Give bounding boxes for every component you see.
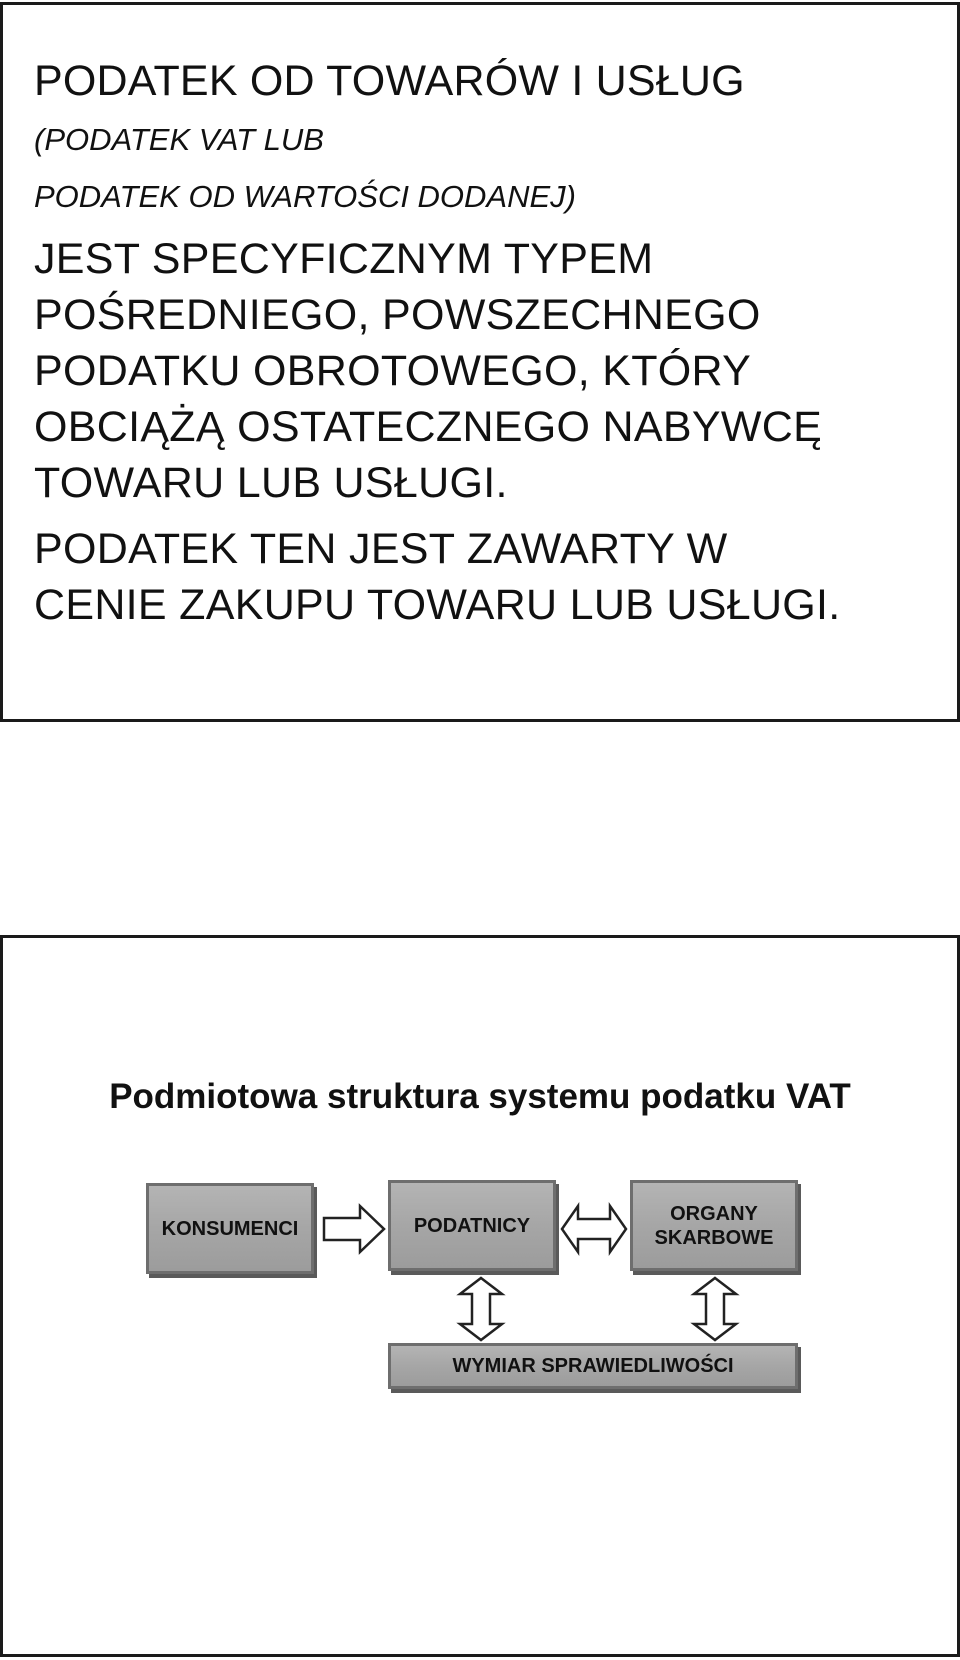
- subtitle-line-2: PODATEK OD WARTOŚCI DODANEJ): [34, 179, 577, 214]
- body-line-1: JEST SPECYFICZNYM TYPEM: [34, 235, 654, 283]
- body-line-4: OBCIĄŻĄ OSTATECZNEGO NABYWCĘ: [34, 403, 823, 451]
- up-down-arrow-icon: [458, 1276, 504, 1342]
- box-organy-skarbowe: [630, 1180, 798, 1271]
- slide-vat-definition: [0, 2, 960, 722]
- box-organy-label-line-2: SKARBOWE: [654, 1226, 774, 1249]
- box-wymiar-label: WYMIAR SPRAWIEDLIWOŚCI: [452, 1355, 734, 1377]
- body-line-3: PODATKU OBROTOWEGO, KTÓRY: [34, 347, 752, 395]
- body-line-6: PODATEK TEN JEST ZAWARTY W: [34, 525, 728, 573]
- left-right-arrow-icon: [560, 1204, 628, 1254]
- right-arrow-icon: [322, 1204, 386, 1254]
- body-line-2: POŚREDNIEGO, POWSZECHNEGO: [34, 291, 761, 339]
- body-line-5: TOWARU LUB USŁUGI.: [34, 459, 508, 507]
- slide-vat-structure-diagram: [0, 935, 960, 1657]
- box-wymiar-sprawiedliwosci: [388, 1343, 798, 1389]
- box-podatnicy: [388, 1180, 556, 1271]
- box-konsumenci-label: KONSUMENCI: [161, 1217, 299, 1240]
- up-down-arrow-icon: [692, 1276, 738, 1342]
- box-podatnicy-label: PODATNICY: [413, 1214, 531, 1237]
- slide-heading: PODATEK OD TOWARÓW I USŁUG: [34, 57, 745, 105]
- box-organy-label-line-1: ORGANY: [670, 1202, 758, 1225]
- box-konsumenci: [146, 1183, 314, 1274]
- subtitle-line-1: (PODATEK VAT LUB: [34, 122, 324, 157]
- body-line-7: CENIE ZAKUPU TOWARU LUB USŁUGI.: [34, 581, 841, 629]
- diagram-title: Podmiotowa struktura systemu podatku VAT: [109, 1077, 851, 1116]
